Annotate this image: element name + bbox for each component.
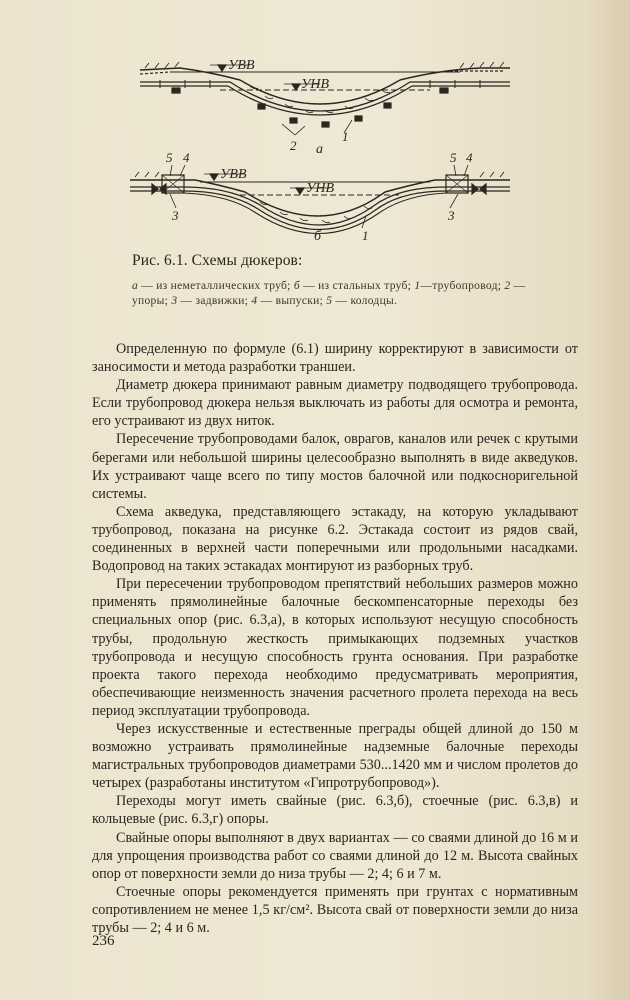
legend-text-4: — выпуски; [257, 295, 327, 307]
paragraph: Определенную по формуле (6.1) ширину корректируют в зависимости от заносимости и метода разработки траншеи. [92, 341, 578, 376]
paragraph: Диаметр дюкера принимают равным диаметру подводящего трубопровода. Если трубопровод дюкера нельзя выключать из работы для осмотра и ремонта, его устраивают из двух ниток. [92, 377, 578, 430]
body-text [92, 340, 578, 937]
paragraph: Свайные опоры выполняют в двух вариантах — со сваями длиной до 16 м и для упрощения производства работ со сваями длиной до 12 м. Высота свайных опор от поверхности земли до низа трубы — 2; 4; 6 и 7 м. [92, 829, 578, 882]
pipe-number-a: 1 [342, 129, 349, 144]
uvv-label-b: УВВ [220, 167, 247, 182]
legend-text-5: — колодцы. [332, 295, 398, 307]
scheme-a [140, 62, 510, 135]
legend-text-b: — из стальных труб; [299, 280, 415, 292]
legend-text-3: — задвижки; [177, 295, 252, 307]
outlet-number-right: 4 [466, 150, 473, 165]
support-number-a: 2 [290, 138, 297, 153]
valve-number-right: 3 [448, 208, 455, 223]
legend-key-b: б [293, 280, 300, 292]
figure-caption: Рис. 6.1. Схемы дюкеров: [132, 252, 303, 269]
page-number: 236 [92, 933, 115, 949]
paragraph: Через искусственные и естественные преграды общей длиной до 150 м возможно устраивать прямолинейные надземные балочные переходы магистральных трубопроводов диаметрами 530...1420 мм и числом пролетов до четырех (разработаны институтом «Гипротрубопровод»). [92, 720, 578, 792]
well-number-right: 5 [450, 150, 457, 165]
paragraph: При пересечении трубопроводом препятствий небольших размеров можно применять прямолинейные балочные бескомпенсаторные переходы без специальных опор (рис. 6.3,а), в которых используют несущую способность трубы, продольную жесткость примыкающих подземных участков трубопровода и несущую способность грунта основания. При разработке проекта такого перехода необходимо предусматривать мероприятия, обеспечивающие неизменность значения расчетного пролета перехода на весь период эксплуатации трубопровода. [92, 576, 578, 719]
well-number-left: 5 [166, 150, 173, 165]
uvv-label-a: УВВ [228, 58, 255, 73]
unv-label-b: УНВ [306, 181, 335, 196]
culvert-schemes-diagram [100, 40, 530, 250]
paragraph: Стоечные опоры рекомендуется применять при грунтах с нормативным сопротивлением не менее 1,5 кг/см². Высота свай от поверхности земли до низа трубы — 2; 4 и 6 м. [92, 883, 578, 936]
legend-key-1: 1 [414, 280, 421, 292]
figure-legend [132, 279, 532, 309]
legend-key-5: 5 [326, 295, 333, 307]
scheme-b [130, 165, 510, 234]
legend-text-1: —трубопровод; [420, 280, 505, 292]
scheme-b-label: б [314, 229, 322, 244]
legend-key-2: 2 [504, 280, 511, 292]
legend-key-4: 4 [251, 295, 258, 307]
unv-label-a: УНВ [301, 77, 330, 92]
scheme-a-label: а [316, 142, 323, 157]
paragraph: Пересечение трубопроводами балок, оврагов, каналов или речек с крутыми берегами или небольшой ширины целесообразно выполнять в виде акведуков. Их устраивают чаще всего по типу мостов балочной или подкосноригельной системы. [92, 431, 578, 502]
paragraph: Переходы могут иметь свайные (рис. 6.3,б), стоечные (рис. 6.3,в) и кольцевые (рис. 6.3,г) опоры. [92, 793, 578, 828]
pipe-number-b: 1 [362, 228, 369, 243]
legend-text-2: — упоры; [132, 280, 526, 307]
legend-key-3: 3 [171, 295, 178, 307]
outlet-number-left: 4 [183, 150, 190, 165]
paragraph: Схема акведука, представляющего эстакаду, на которую укладывают трубопровод, показана на рисунке 6.2. Эстакада состоит из рядов свай, соединенных в верхней части поперечными или продольными насадками. Водопровод на таких эстакадах монтируют из разборных труб. [92, 503, 578, 575]
valve-number-left: 3 [172, 208, 179, 223]
legend-text-a: — из неметаллических труб; [138, 280, 294, 292]
legend-key-a: а [132, 280, 139, 292]
figure-6-1 [100, 40, 530, 250]
